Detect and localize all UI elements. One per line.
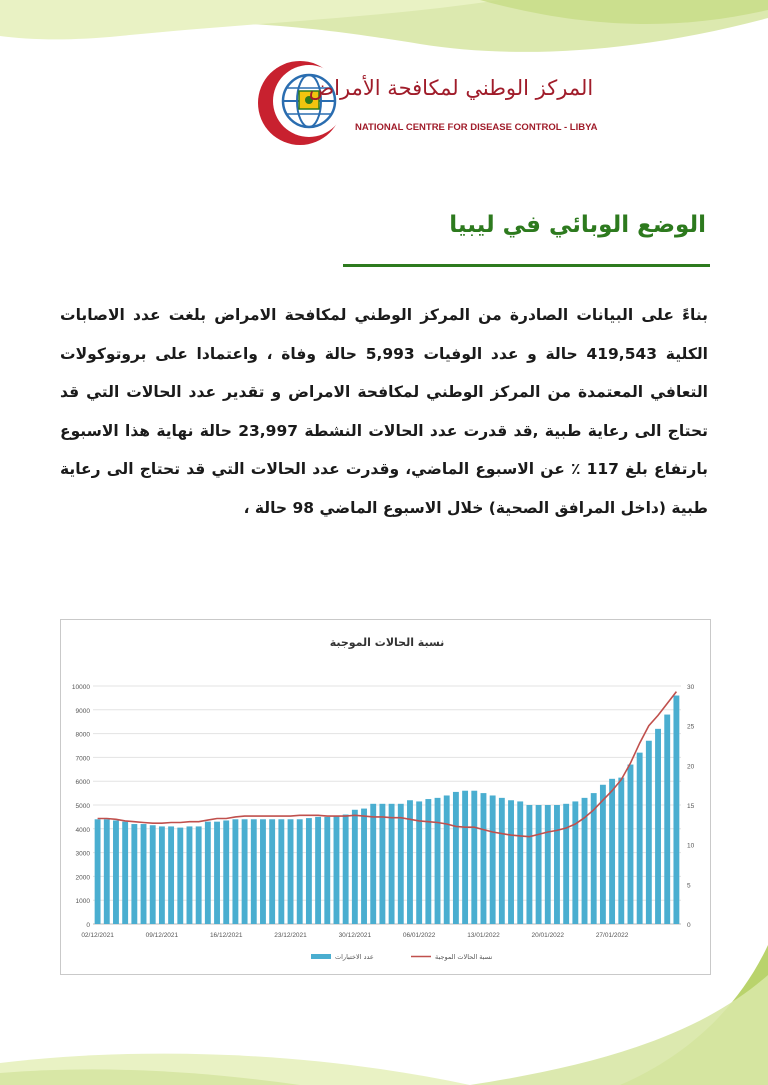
bar	[481, 793, 487, 924]
bar	[214, 822, 220, 924]
bar	[288, 819, 294, 924]
bar	[370, 804, 376, 924]
bar	[609, 779, 615, 924]
bar	[232, 819, 238, 924]
bar	[315, 817, 321, 924]
bar	[196, 826, 202, 924]
y-left-tick-label: 8000	[75, 731, 90, 739]
header-logo	[255, 58, 598, 148]
x-tick-label: 30/12/2021	[338, 932, 372, 939]
y-right-tick-label: 5	[687, 882, 691, 890]
bar	[205, 822, 211, 924]
svg-text:المركز الوطني لمكافحة الأمراض: المركز الوطني لمكافحة الأمراض	[308, 76, 594, 100]
bar	[223, 820, 229, 924]
x-tick-label: 02/12/2021	[81, 932, 114, 939]
y-left-tick-label: 5000	[75, 803, 90, 810]
x-tick-label: 23/12/2021	[274, 932, 307, 939]
bar	[453, 792, 459, 924]
y-right-tick-label: 0	[687, 922, 691, 929]
bar	[297, 819, 303, 924]
legend-label-bars: عدد الاختبارات	[335, 953, 374, 961]
section-title: الوضع الوبائي في ليبيا	[449, 212, 706, 238]
bar	[554, 805, 560, 924]
bar	[572, 801, 578, 924]
x-tick-label: 13/01/2022	[467, 932, 500, 939]
bar	[545, 805, 551, 924]
bar	[269, 819, 275, 924]
bar	[260, 819, 266, 924]
bar	[131, 824, 137, 924]
bar	[159, 826, 165, 924]
bar	[187, 826, 193, 924]
situation-paragraph: بناءً على البيانات الصادرة من المركز الوطني لمكافحة الامراض بلغت عدد الاصابات الكلية 419,543 حالة و عدد الوفيات 5,993 حالة وفاة ، واعتمادا على بروتوكولات التعافي المعتمدة من المركز الوطني لمكافحة الامراض و تقدير عدد الحالات التي قد تحتاج الى رعاية طبية ,قد قدرت عدد الحالات النشطة 23,997 حالة نهاية هذا الاسبوع بارتفاع بلغ 117 ٪ عن الاسبوع الماضي، وقدرت عدد الحالات التي قد تحتاج الى رعاية طبية (داخل المرافق الصحية) خلال الاسبوع الماضي 98 حالة ،	[60, 306, 708, 517]
title-underline	[343, 264, 710, 267]
bar	[499, 798, 505, 924]
bar	[628, 765, 634, 924]
chart-title: نسبة الحالات الموجبة	[329, 636, 445, 649]
bar	[306, 818, 312, 924]
y-right-tick-label: 15	[687, 803, 695, 810]
x-tick-label: 20/01/2022	[531, 932, 565, 939]
bar	[646, 741, 652, 924]
bar	[177, 828, 183, 924]
bar	[444, 795, 450, 924]
bar	[536, 805, 542, 924]
bar	[104, 819, 110, 924]
y-left-tick-label: 10000	[71, 684, 90, 691]
bar	[113, 820, 119, 924]
bar	[425, 799, 431, 924]
bar	[150, 825, 156, 924]
y-right-tick-label: 10	[687, 842, 695, 850]
x-tick-label: 16/12/2021	[209, 932, 243, 939]
y-left-tick-label: 9000	[75, 707, 90, 715]
y-left-tick-label: 3000	[75, 850, 90, 858]
bar	[655, 729, 661, 924]
bar	[324, 817, 330, 924]
bar	[471, 791, 477, 924]
x-tick-label: 09/12/2021	[145, 932, 179, 939]
y-left-tick-label: 7000	[75, 755, 90, 763]
bar	[278, 819, 284, 924]
bar	[618, 778, 624, 924]
bar	[95, 819, 101, 924]
bar	[508, 800, 514, 924]
y-left-tick-label: 1000	[75, 898, 90, 906]
bar	[398, 804, 404, 924]
bar	[122, 822, 128, 924]
y-right-tick-label: 30	[687, 684, 695, 691]
bar	[637, 753, 643, 924]
y-left-tick-label: 6000	[75, 779, 90, 787]
bar	[600, 785, 606, 924]
positivity-line	[98, 692, 677, 837]
bar	[435, 798, 441, 924]
y-left-tick-label: 2000	[75, 874, 90, 882]
chart-svg	[61, 620, 710, 974]
bar	[673, 696, 679, 924]
legend-label-line: نسبة الحالات الموجبة	[435, 953, 493, 961]
bar	[591, 793, 597, 924]
ncdc-emblem-icon	[255, 58, 345, 148]
bar	[517, 801, 523, 924]
bar	[462, 791, 468, 924]
bar	[343, 815, 349, 924]
logo-arabic-name	[308, 66, 594, 106]
bar	[526, 805, 532, 924]
y-right-tick-label: 25	[687, 723, 695, 731]
y-left-tick-label: 0	[86, 922, 90, 929]
bar	[168, 826, 174, 924]
bar	[251, 819, 257, 924]
x-tick-label: 27/01/2022	[595, 932, 629, 939]
y-right-tick-label: 20	[687, 763, 695, 771]
bar	[242, 819, 248, 924]
y-left-tick-label: 4000	[75, 826, 90, 834]
bar	[389, 804, 395, 924]
positivity-chart	[60, 619, 711, 975]
bar	[334, 816, 340, 924]
logo-english-name: NATIONAL CENTRE FOR DISEASE CONTROL - LIBYA	[355, 122, 598, 133]
bar	[141, 824, 147, 924]
bar	[352, 810, 358, 924]
bar	[563, 804, 569, 924]
x-tick-label: 06/01/2022	[402, 932, 436, 939]
legend-swatch-bars	[311, 954, 331, 959]
bar	[490, 795, 496, 924]
bar	[379, 804, 385, 924]
bar	[361, 809, 367, 924]
bar	[664, 715, 670, 924]
